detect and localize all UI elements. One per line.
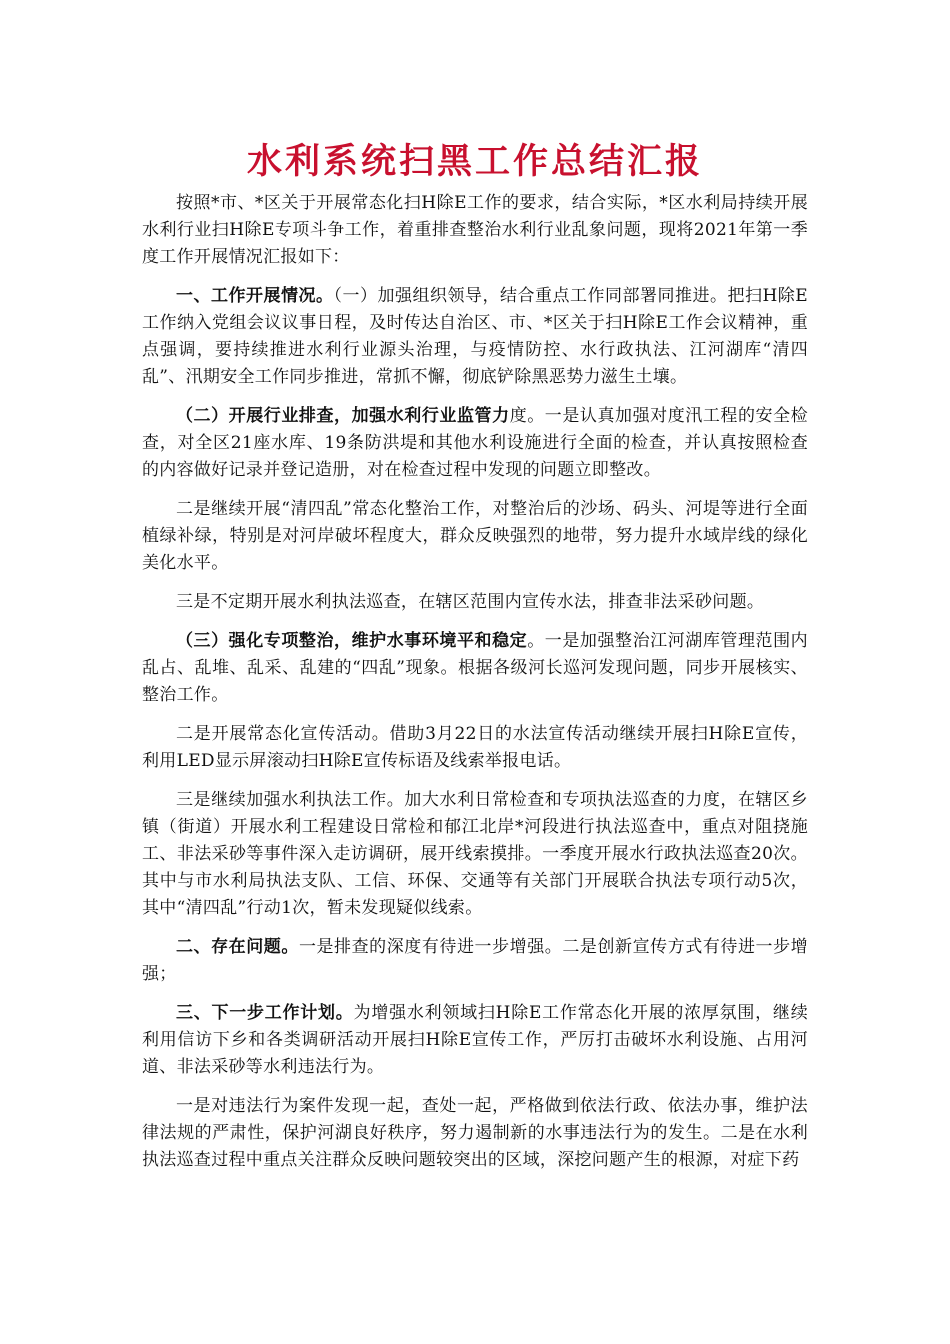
paragraph-text: 三是继续加强水利执法工作。加大水利日常检查和专项执法巡查的力度，在辖区乡镇（街道）开展水利工程建设日常检和郁江北岸*河段进行执法巡查中，重点对阻挠施工、非法采砂等事件深入走访调研，展开线索摸排。一季度开展水行政执法巡查20次。其中与市水利局执法支队、工信、环保、交通等有关部门开展联合执法专项行动5次，其中“清四乱”行动1次，暂未发现疑似线索。 [142,790,808,918]
paragraph-text: 一是对违法行为案件发现一起，查处一起，严格做到依法行政、依法办事，维护法律法规的严肃性，保护河湖良好秩序，努力遏制新的水事违法行为的发生。二是在水利执法巡查过程中重点关注群众反映问题较突出的区域，深挖问题产生的根源，对症下药 [142,1096,808,1170]
paragraph-section-1-3 [142,628,808,709]
paragraph-text: 二是继续开展“清四乱”常态化整治工作，对整治后的沙场、码头、河堤等进行全面植绿补绿，特别是对河岸破坏程度大，群众反映强烈的地带，努力提升水域岸线的绿化美化水平。 [142,499,808,573]
paragraph-text: 一是排查的深度有待进一步增强。二是创新宣传方式有待进一步增强； [142,937,808,984]
paragraph-qingsiluan [142,496,808,577]
paragraph-section-1-2 [142,403,808,484]
paragraph-lead: 三、下一步工作计划。 [176,1003,354,1023]
paragraph-patrol [142,589,808,616]
paragraph-lead: 二、存在问题。 [176,937,299,957]
paragraph-text: （一）加强组织领导，结合重点工作同部署同推进。把扫H除E工作纳入党组会议议事日程，及时传达自治区、市、*区关于扫H除E工作会议精神，重点强调，要持续推进水利行业源头治理，与疫情防控、水行政执法、江河湖库“清四乱”、汛期安全工作同步推进，常抓不懈，彻底铲除黑恶势力滋生土壤。 [142,286,809,387]
paragraph-text: 按照*市、*区关于开展常态化扫H除E工作的要求，结合实际，*区水利局持续开展水利行业扫H除E专项斗争工作，着重排查整治水利行业乱象问题，现将2021年第一季度工作开展情况汇报如下： [142,193,808,267]
paragraph-section-3 [142,1000,808,1081]
paragraph-lead: 一、工作开展情况。 [176,286,334,306]
paragraph-publicity [142,721,808,775]
paragraph-lead: （三）强化专项整治，维护水事环境平和稳定 [176,631,528,651]
paragraph-text: 三是不定期开展水利执法巡查，在辖区范围内宣传水法，排查非法采砂问题。 [176,592,765,612]
paragraph-intro [142,190,808,271]
paragraph-text: 度。一是认真加强对度汛工程的安全检查，对全区21座水库、19条防洪堤和其他水利设施进行全面的检查，并认真按照检查的内容做好记录并登记造册，对在检查过程中发现的问题立即整改。 [142,406,808,480]
paragraph-text: 。一是加强整治江河湖库管理范围内乱占、乱堆、乱采、乱建的“四乱”现象。根据各级河长巡河发现问题，同步开展核实、整治工作。 [142,631,808,705]
paragraph-enforcement [142,787,808,922]
paragraph-text: 二是开展常态化宣传活动。借助3月22日的水法宣传活动继续开展扫H除E宣传，利用LED显示屏滚动扫H除E宣传标语及线索举报电话。 [142,724,808,771]
paragraph-plan-details [142,1093,808,1174]
paragraph-section-1 [142,283,808,391]
paragraph-text: 为增强水利领域扫H除E工作常态化开展的浓厚氛围，继续利用信访下乡和各类调研活动开展扫H除E宣传工作，严厉打击破坏水利设施、占用河道、非法采砂等水利违法行为。 [142,1003,808,1077]
paragraph-lead: （二）开展行业排查，加强水利行业监管力 [176,406,510,426]
document-body [142,190,808,1186]
paragraph-section-2 [142,934,808,988]
document-title: 水利系统扫黑工作总结汇报 [246,141,703,182]
